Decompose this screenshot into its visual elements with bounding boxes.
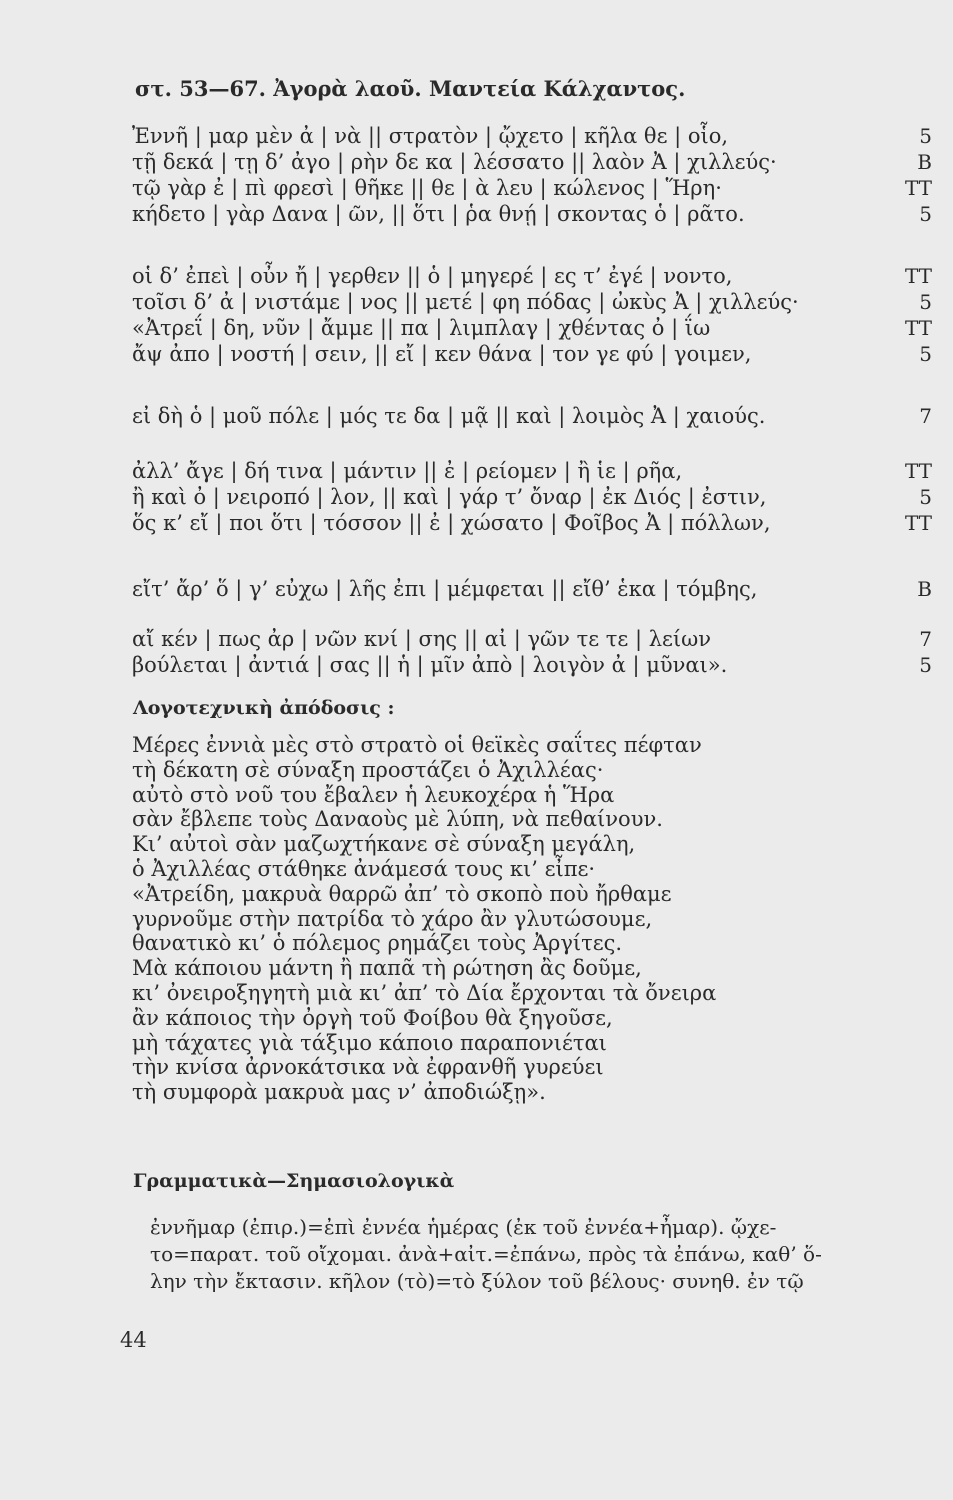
verse-group [132, 460, 932, 534]
prose-line: Κι’ αὐτοὶ σὰν μαζωχτήκανε σὲ σύναξη μεγάλη, [132, 832, 636, 857]
verse-line [132, 265, 932, 287]
verse-text: Ἐννῆ | μαρ μὲν ἀ | νὰ || στρατὸν | ᾤχετο | κῆλα θε | οἷο, [132, 124, 729, 148]
verse-mark: TT [904, 176, 932, 200]
verse-text: οἱ δ’ ἐπεὶ | οὖν ἤ | γερθεν || ὁ | μηγερέ | ες τ’ ἐγέ | νοντο, [132, 264, 733, 288]
verse-text: τῷ γὰρ ἐ | πὶ φρεσὶ | θῆκε || θε | ὰ λευ | κώλενος | Ἥρη· [132, 176, 722, 200]
verse-mark: 5 [919, 653, 932, 677]
note-line: το=παρατ. τοῦ οἴχομαι. ἀνὰ+αἰτ.=ἐπάνω, πρὸς τὰ ἐπάνω, καθ’ ὅ- [150, 1242, 822, 1266]
verse-line [132, 486, 932, 508]
verse-text: εἴτ’ ἄρ’ ὅ | γ’ εὐχω | λῆς ἐπι | μέμφεται || εἴθ’ ἑκα | τόμβης, [132, 577, 758, 601]
prose-line: ὁ Ἀχιλλέας στάθηκε ἀνάμεσά τους κι’ εἶπε· [132, 856, 596, 881]
verse-line [132, 628, 932, 650]
verse-text: τῇ δεκά | τῃ δ’ ἀγο | ρὴν δε κα | λέσσατο || λαὸν Ἀ | χιλλεύς· [132, 150, 777, 174]
verse-text: ἄψ ἀπο | νοστή | σειν, || εἴ | κεν θάνα | τον γε φύ | γοιμεν, [132, 342, 752, 366]
verse-line [132, 203, 932, 225]
verse-mark: 5 [919, 342, 932, 366]
prose-line: τὴν κνίσα ἀρνοκάτσικα νὰ ἐφρανθῆ γυρεύει [132, 1055, 604, 1080]
verse-line [132, 654, 932, 676]
verse-mark: TT [904, 511, 932, 535]
verse-line [132, 125, 932, 147]
verse-line [132, 151, 932, 173]
note-line: ἐννῆμαρ (ἐπιρ.)=ἐπὶ ἐννέα ἡμέρας (ἐκ τοῦ ἐννέα+ἦμαρ). ᾤχε- [150, 1215, 777, 1239]
prose-line: Μὰ κάποιου μάντη ἢ παπᾶ τὴ ρώτηση ἂς δοῦμε, [132, 956, 642, 981]
verse-text: βούλεται | ἀντιά | σας || ἡ | μῖν ἀπὸ | λοιγὸν ἀ | μῦναι». [132, 653, 728, 677]
verse-line [132, 512, 932, 534]
verse-mark: 7 [919, 627, 932, 651]
prose-line: θανατικὸ κι’ ὁ πόλεμος ρημάζει τοὺς Ἀργίτες. [132, 931, 623, 956]
verse-text: ἀλλ’ ἄγε | δή τινα | μάντιν || ἐ | ρείομεν | ἢ ἱε | ρῆα, [132, 459, 683, 483]
note-line: λην τὴν ἔκτασιν. κῆλον (τὸ)=τὸ ξύλον τοῦ βέλους· συνηθ. ἐν τῷ [150, 1269, 804, 1293]
verse-mark: B [917, 150, 932, 174]
verse-text: «Ἀτρεΐ | δη, νῦν | ἄμμε || πα | λιμπλαγ | χθέντας ὀ | ΐω [132, 316, 711, 340]
prose-line: αὐτὸ στὸ νοῦ του ἔβαλεν ἡ λευκοχέρα ἡ Ἥρα [132, 782, 615, 807]
verse-text: τοῖσι δ’ ἀ | νιστάμε | νος || μετέ | φη πόδας | ὠκὺς Ἀ | χιλλεύς· [132, 290, 799, 314]
verse-line [132, 343, 932, 365]
verse-text: εἰ δὴ ὁ | μοῦ πόλε | μός τε δα | μᾷ || καὶ | λοιμὸς Ἀ | χαιούς. [132, 404, 766, 428]
prose-line: Μέρες ἐννιὰ μὲς στὸ στρατὸ οἱ θεϊκὲς σαΐτες πέφταν [132, 733, 702, 757]
grammar-notes [150, 1214, 932, 1295]
verse-line [132, 177, 932, 199]
prose-line: κι’ ὀνειροξηγητὴ μιὰ κι’ ἀπ’ τὸ Δία ἔρχονται τὰ ὄνειρα [132, 980, 717, 1005]
verse-text: αἴ κέν | πως ἀρ | νῶν κνί | σης || αἰ | γῶν τε τε | λείων [132, 627, 712, 651]
prose-line: ἂν κάποιος τὴν ὀργὴ τοῦ Φοίβου θὰ ξηγοῦσε, [132, 1005, 613, 1030]
verse-line [132, 291, 932, 313]
prose-line: σὰν ἔβλεπε τοὺς Δαναοὺς μὲ λύπη, νὰ πεθαίνουν. [132, 807, 663, 832]
verse-text: ἢ καὶ ὀ | νειροπό | λον, || καὶ | γάρ τ’ ὄναρ | ἐκ Διός | ἐστιν, [132, 485, 767, 509]
verse-group [132, 265, 932, 365]
verse-group [132, 578, 932, 600]
verse-mark: TT [904, 264, 932, 288]
literary-translation [132, 733, 772, 1105]
verse-text: ὅς κ’ εἴ | ποι ὅτι | τόσσον || ἐ | χώσατο | Φοῖβος Ἀ | πόλλων, [132, 511, 771, 535]
verse-mark: 5 [919, 290, 932, 314]
prose-line: τὴ συμφορὰ μακρυὰ μας ν’ ἀποδιώξῃ». [132, 1080, 546, 1105]
verse-line [132, 578, 932, 600]
section-heading: στ. 53—67. Ἀγορὰ λαοῦ. Μαντεία Κάλχαντος. [135, 76, 686, 101]
verse-mark: TT [904, 459, 932, 483]
verse-mark: 5 [919, 202, 932, 226]
verse-group [132, 628, 932, 676]
literary-heading: Λογοτεχνικὴ ἀπόδοσις : [133, 697, 395, 719]
verse-line [132, 460, 932, 482]
verse-group [132, 125, 932, 225]
verse-mark: 7 [919, 404, 932, 428]
verse-line [132, 405, 932, 427]
prose-line: γυρνοῦμε στὴν πατρίδα τὸ χάρο ἂν γλυτώσουμε, [132, 906, 653, 931]
page-number: 44 [120, 1328, 147, 1352]
verse-mark: TT [904, 316, 932, 340]
prose-line: μὴ τάχατες γιὰ τάξιμο κάποιο παραπονιέται [132, 1030, 607, 1055]
verse-mark: 5 [919, 485, 932, 509]
verse-group [132, 405, 932, 427]
prose-line: τὴ δέκατη σὲ σύναξη προστάζει ὁ Ἀχιλλέας· [132, 757, 604, 782]
verse-text: κήδετο | γὰρ Δανα | ῶν, || ὅτι | ῥα θνῄ | σκοντας ὁ | ρᾶτο. [132, 202, 745, 226]
verse-line [132, 317, 932, 339]
grammar-heading: Γραμματικὰ—Σημασιολογικὰ [133, 1170, 455, 1192]
verse-mark: B [917, 577, 932, 601]
verse-mark: 5 [919, 124, 932, 148]
prose-line: «Ἀτρείδη, μακρυὰ θαρρῶ ἀπ’ τὸ σκοπὸ ποὺ ἤρθαμε [132, 881, 672, 906]
